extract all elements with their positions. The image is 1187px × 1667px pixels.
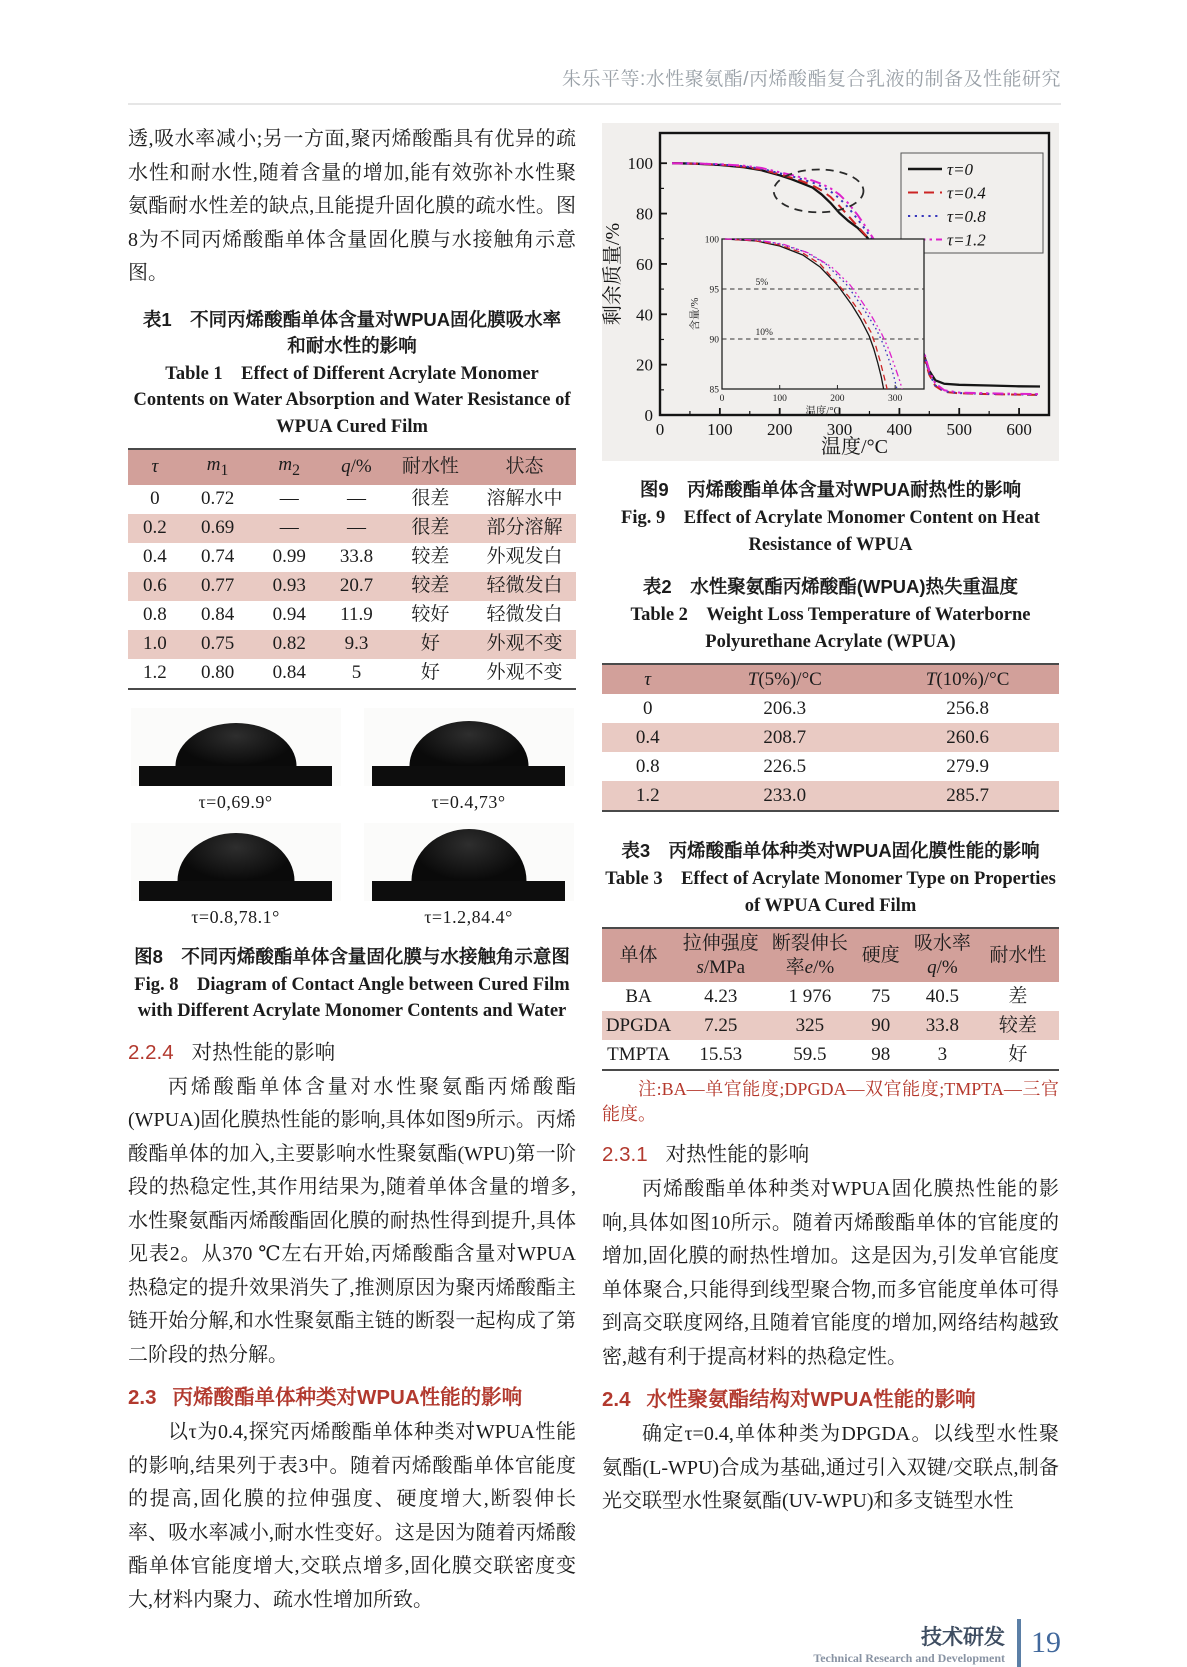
contact-angle-label: τ=1.2,84.4° <box>424 906 513 927</box>
droplet-photo <box>364 708 574 786</box>
table-row: 1.0 0.75 0.82 9.3 好 外观不变 <box>128 630 576 659</box>
section-number: 2.2.4 <box>128 1040 174 1064</box>
svg-text:100: 100 <box>704 235 719 246</box>
table3-note: 注:BA—单官能度;DPGDA—双官能度;TMPTA—三官能度。 <box>602 1079 1059 1124</box>
svg-text:200: 200 <box>830 394 845 404</box>
svg-text:95: 95 <box>709 285 719 296</box>
svg-text:100: 100 <box>707 420 733 439</box>
svg-text:10%: 10% <box>755 328 773 338</box>
table1-caption-en: Table 1 Effect of Different Acrylate Monomer Contents on Water Absorption and Water Resistance of WPUA Cured Film <box>133 363 571 437</box>
table-row: BA 4.23 1 976 75 40.5 差 <box>625 985 1028 1007</box>
svg-text:τ=0.8: τ=0.8 <box>947 207 986 226</box>
figure9-caption-cn: 图9 丙烯酸酯单体含量对WPUA耐热性的影响 <box>639 479 1022 500</box>
svg-text:85: 85 <box>709 385 719 396</box>
page-number: 19 <box>1031 1626 1061 1660</box>
svg-text:90: 90 <box>709 335 719 346</box>
svg-text:剩余质量/%: 剩余质量/% <box>602 222 624 326</box>
svg-text:含量/%: 含量/% <box>690 297 701 331</box>
section-number: 2.4 <box>602 1388 631 1411</box>
table-row: 0.4 208.7 260.6 <box>602 723 1059 752</box>
table-row: DPGDA 7.25 325 90 33.8 较差 <box>602 1011 1059 1040</box>
film-substrate <box>139 766 332 786</box>
footer-section-labels <box>813 1621 1005 1666</box>
footer-section-cn: 技术研发 <box>921 1625 1005 1649</box>
section-2-4-heading <box>602 1382 1059 1412</box>
left-column <box>128 123 576 1619</box>
figure8-caption-en: Fig. 8 Diagram of Contact Angle between Cured Film with Different Acrylate Monomer Contents and Water <box>134 974 570 1022</box>
footer-divider-bar <box>1017 1619 1021 1667</box>
contact-angle-label: τ=0.4,73° <box>431 791 506 812</box>
svg-text:80: 80 <box>636 204 653 224</box>
figure9-tga-plot <box>602 123 1059 461</box>
table3 <box>602 927 1059 1071</box>
section-2-3-1-paragraph: 丙烯酸酯单体种类对WPUA固化膜热性能的影响,具体如图10所示。随着丙烯酸酯单体的官能度的增加,固化膜的耐热性增加。这是因为,引发单官能度单体聚合,只能得到线型聚合物,而多官能度单体可得到高交联度网络,且随着官能度的增加,网络结构越致密,越有利于提高材料的热稳定性。 <box>602 1178 1059 1368</box>
section-title: 丙烯酸酯单体种类对WPUA性能的影响 <box>172 1386 523 1410</box>
table-row: 0.6 0.77 0.93 20.7 较差 轻微发白 <box>128 572 576 601</box>
table-row: TMPTA 15.53 59.5 98 3 好 <box>607 1043 1028 1065</box>
table-header-row: 单体 拉伸强度s/MPa 断裂伸长率e/% 硬度 吸水率q/% 耐水性 <box>602 928 1059 982</box>
table-header-row: τ T(5%)/°C T(10%)/°C <box>602 664 1059 694</box>
intro-paragraph: 透,吸水率减小;另一方面,聚丙烯酸酯具有优异的疏水性和耐水性,随着含量的增加,能有效弥补水性聚氨酯耐水性差的缺点,且能提升固化膜的疏水性。图8为不同丙烯酸酯单体含量固化膜与水接触角示意图。 <box>128 128 576 284</box>
water-droplet <box>175 723 296 766</box>
table-row: 0.4 0.74 0.99 33.8 较差 外观发白 <box>143 546 563 568</box>
table3-caption-en: Table 3 Effect of Acrylate Monomer Type on Properties of WPUA Cured Film <box>605 869 1056 916</box>
svg-text:温度/°C: 温度/°C <box>805 406 841 417</box>
table-row: 0 0.72 — — 很差 溶解水中 <box>150 488 563 510</box>
water-droplet <box>177 833 294 881</box>
contact-angle-item <box>363 708 574 813</box>
two-column-layout <box>128 123 1061 1619</box>
film-substrate <box>372 766 565 786</box>
figure8-caption-cn: 图8 不同丙烯酸酯单体含量固化膜与水接触角示意图 <box>134 945 570 967</box>
svg-text:0: 0 <box>644 406 653 425</box>
svg-text:300: 300 <box>888 394 903 404</box>
table-row: 0.2 0.69 — — 很差 部分溶解 <box>128 514 576 543</box>
section-2-3-paragraph: 以τ为0.4,探究丙烯酸酯单体种类对WPUA性能的影响,结果列于表3中。随着丙烯酸酯单体官能度的提高,固化膜的拉伸强度、硬度增大,断裂伸长率、吸水率减小,耐水性变好。这是因为随着丙烯酸酯单体官能度增大,交联点增多,固化膜交联密度变大,材料内聚力、疏水性增加所致。 <box>128 1421 576 1611</box>
svg-text:400: 400 <box>886 420 913 439</box>
table-row: 1.2 233.0 285.7 <box>602 781 1059 811</box>
table-row: 0.8 226.5 279.9 <box>635 755 989 777</box>
page-footer <box>128 1619 1061 1667</box>
film-substrate <box>139 881 332 901</box>
table-row: 1.2 0.80 0.84 5 好 外观不变 <box>143 662 563 684</box>
svg-text:τ=1.2: τ=1.2 <box>947 230 986 250</box>
table2 <box>602 663 1059 812</box>
svg-text:温度/°C: 温度/°C <box>821 436 888 458</box>
table-header-row: τ $m_1$ $m_2$ q/% 耐水性 状态 <box>128 449 576 485</box>
section-2-2-4-heading <box>128 1035 576 1065</box>
section-2-2-4-paragraph: 丙烯酸酯单体含量对水性聚氨酯丙烯酸酯(WPUA)固化膜热性能的影响,具体如图9所示。丙烯酸酯单体的加入,主要影响水性聚氨酯(WPU)第一阶段的热稳定性,其作用结果为,随着单体含量的增多,水性聚氨酯丙烯酸酯固化膜的耐热性得到提升,具体见表2。从370 ℃左右开始,丙烯酸酯含量对WPUA热稳定的提升效果消失了,推测原因为聚丙烯酸酯主链开始分解,和水性聚氨酯主链的断裂一起构成了第二阶段的热分解。 <box>128 1075 576 1366</box>
contact-angle-item <box>130 708 341 813</box>
svg-text:40: 40 <box>636 305 653 325</box>
section-title: 对热性能的影响 <box>191 1040 336 1064</box>
table2-caption-cn: 表2 水性聚氨酯丙烯酸酯(WPUA)热失重温度 <box>642 576 1019 597</box>
svg-text:τ=0: τ=0 <box>947 160 974 179</box>
svg-text:60: 60 <box>636 254 653 274</box>
section-number: 2.3 <box>128 1386 157 1410</box>
svg-text:200: 200 <box>766 420 793 439</box>
contact-angle-label: τ=0,69.9° <box>198 791 273 812</box>
section-2-3-1-heading <box>602 1137 1059 1167</box>
right-column <box>602 123 1059 1619</box>
table-row: 0.8 0.84 0.94 11.9 较好 轻微发白 <box>143 604 563 626</box>
droplet-photo <box>364 823 574 901</box>
svg-text:20: 20 <box>636 355 653 375</box>
contact-angle-label: τ=0.8,78.1° <box>191 906 280 927</box>
water-droplet <box>409 721 528 766</box>
figure9-chart <box>602 123 1059 461</box>
contact-angle-item <box>363 823 574 928</box>
svg-text:100: 100 <box>627 154 653 174</box>
section-title: 水性聚氨酯结构对WPUA性能的影响 <box>646 1388 976 1411</box>
svg-text:300: 300 <box>826 420 853 439</box>
section-title: 对热性能的影响 <box>665 1143 810 1166</box>
droplet-photo <box>131 708 341 786</box>
svg-text:600: 600 <box>1006 420 1032 439</box>
droplet-photo <box>131 823 341 901</box>
water-droplet <box>411 829 526 881</box>
svg-text:5%: 5% <box>755 278 769 288</box>
table1 <box>128 448 576 690</box>
figure9-caption-en: Fig. 9 Effect of Acrylate Monomer Content on Heat Resistance of WPUA <box>621 508 1040 555</box>
figure8-contact-angle-images <box>130 708 574 928</box>
table2-caption-en: Table 2 Weight Loss Temperature of Waterborne Polyurethane Acrylate (WPUA) <box>630 605 1031 652</box>
section-number: 2.3.1 <box>602 1143 648 1166</box>
svg-text:500: 500 <box>946 420 972 439</box>
contact-angle-item <box>130 823 341 928</box>
table-row: 0 206.3 256.8 <box>642 697 989 719</box>
table1-caption-cn: 表1 不同丙烯酸酯单体含量对WPUA固化膜吸水率和耐水性的影响 <box>142 308 562 356</box>
running-head: 朱乐平等:水性聚氨酯/丙烯酸酯复合乳液的制备及性能研究 <box>128 64 1061 105</box>
section-2-3-heading <box>128 1380 576 1410</box>
footer-section-en: Technical Research and Development <box>813 1650 1005 1665</box>
svg-text:0: 0 <box>719 394 725 404</box>
svg-text:τ=0.4: τ=0.4 <box>947 183 986 203</box>
section-2-4-paragraph: 确定τ=0.4,单体种类为DPGDA。以线型水性聚氨酯(L-WPU)合成为基础,通过引入双键/交联点,制备光交联型水性聚氨酯(UV-WPU)和多支链型水性 <box>602 1423 1059 1512</box>
table3-caption-cn: 表3 丙烯酸酯单体种类对WPUA固化膜性能的影响 <box>621 840 1040 861</box>
svg-text:0: 0 <box>655 420 665 439</box>
film-substrate <box>372 881 565 901</box>
svg-text:100: 100 <box>772 394 787 404</box>
